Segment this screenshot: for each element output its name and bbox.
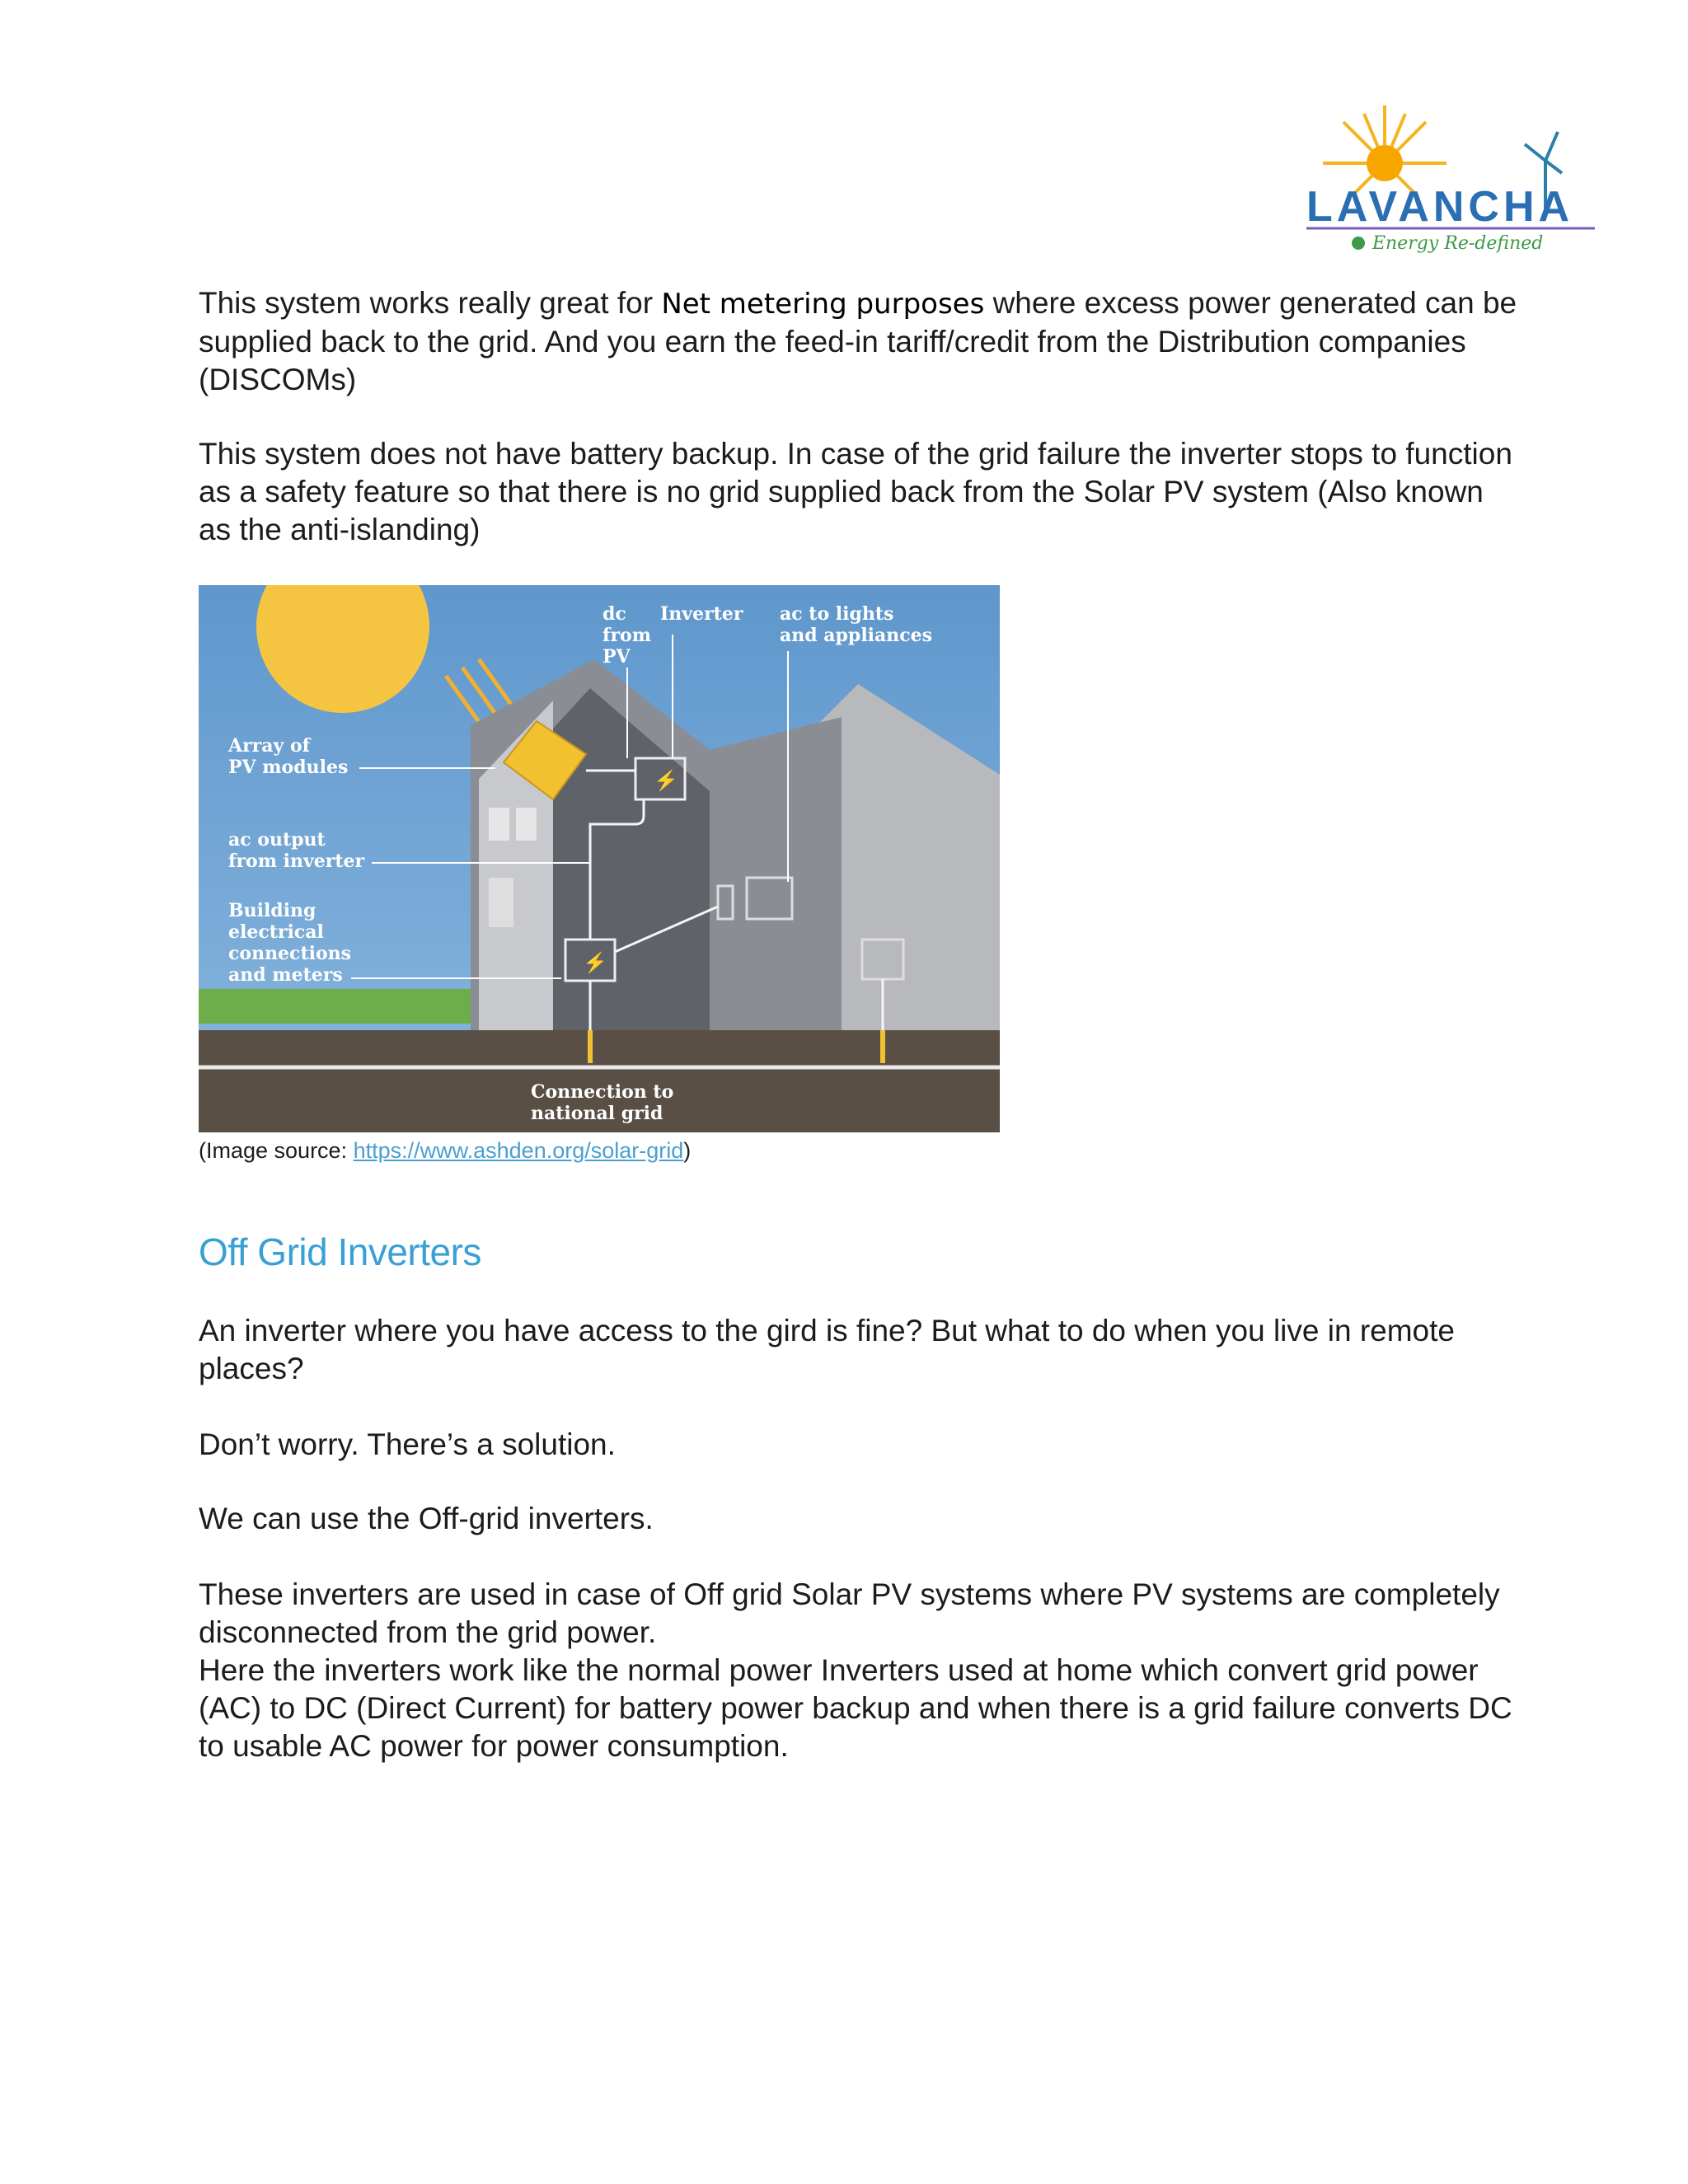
paragraph-off-grid-systems: These inverters are used in case of Off grid Solar PV systems where PV systems are completely disconnected from the grid power. <box>199 1577 1500 1649</box>
label-building-2: electrical <box>228 921 324 943</box>
label-building-1: Building <box>228 900 316 921</box>
label-building-3: connections <box>228 943 352 964</box>
para1-text-after: where excess power generated can be supplied back to the grid. And you earn the feed-in tariff/credit from the Distribution companies (DISCOMs) <box>199 286 1517 396</box>
label-connection-1: Connection to <box>531 1081 674 1103</box>
caption-suffix: ) <box>683 1138 692 1163</box>
label-building-4: and meters <box>228 964 343 986</box>
para1-text-before: This system works really great for <box>199 286 662 320</box>
label-array-2: PV modules <box>228 757 349 778</box>
label-ac-lights-2: and appliances <box>780 625 933 646</box>
label-ac-output-1: ac output <box>228 829 326 851</box>
label-connection-2: national grid <box>531 1103 663 1124</box>
logo-tagline: Energy Re-defined <box>1372 233 1544 254</box>
label-ac-output-2: from inverter <box>228 851 365 872</box>
label-ac-lights-1: ac to lights <box>780 603 894 625</box>
image-source-link[interactable]: https://www.ashden.org/solar-grid <box>353 1138 684 1163</box>
paragraph-use-off-grid: We can use the Off-grid inverters. <box>199 1502 654 1535</box>
paragraph-how-inverters-work: Here the inverters work like the normal power Inverters used at home which convert grid power (AC) to DC (Direct Current) for battery power backup and when there is a grid failure converts DC to usable AC power for power consumption. <box>199 1653 1512 1763</box>
net-metering-highlight: Net metering purposes <box>661 288 985 321</box>
paragraph-remote-places: An inverter where you have access to the gird is fine? But what to do when you live in remote places? <box>199 1314 1455 1385</box>
svg-text:Connection tonational grid <box>531 1081 673 1124</box>
label-dc-from-pv-1: dc <box>603 603 626 625</box>
image-caption <box>199 1136 691 1165</box>
section-heading-off-grid: Off Grid Inverters <box>199 1230 481 1273</box>
lavancha-logo <box>1294 99 1624 255</box>
paragraph-net-metering <box>199 284 1517 399</box>
paragraph-dont-worry: Don’t worry. There’s a solution. <box>199 1427 616 1461</box>
paragraph-anti-islanding: This system does not have battery backup. In case of the grid failure the inverter stops to function as a safety feature so that there is no grid supplied back from the Solar PV system (Also known as the anti-islanding) <box>199 437 1512 546</box>
label-inverter: Inverter <box>660 603 743 625</box>
svg-text:⚡: ⚡ <box>583 952 607 974</box>
grid-tied-solar-diagram <box>199 585 1000 1132</box>
globe-icon <box>1352 237 1365 250</box>
label-dc-from-pv-3: PV <box>603 646 631 668</box>
caption-prefix: (Image source: <box>199 1138 354 1163</box>
logo-name: LAVANCHA <box>1306 183 1574 231</box>
label-dc-from-pv-2: from <box>603 625 652 646</box>
label-array-1: Array of <box>228 735 311 757</box>
svg-text:⚡: ⚡ <box>654 770 678 792</box>
